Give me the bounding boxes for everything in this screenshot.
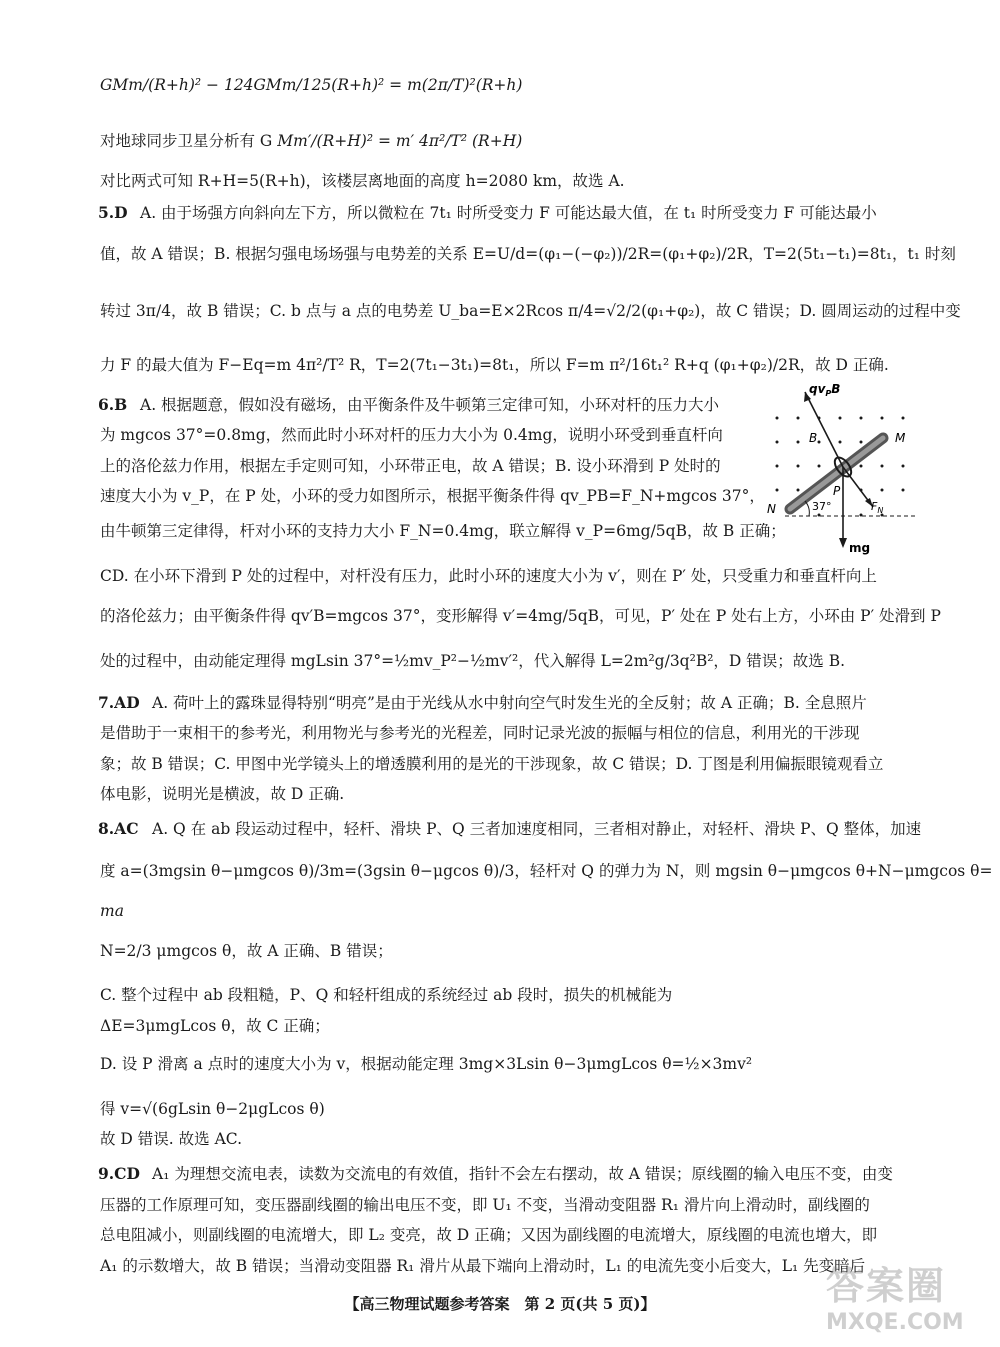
q9-line-3: 总电阻减小，则副线圈的电流增大，即 L₂ 变亮，故 D 正确；又因为副线圈的电流增大，原线圈的电流也增大，即 xyxy=(100,1226,878,1244)
q5-line-4: 力 F 的最大值为 F−Eq=m 4π²/T² R，T=2(7t₁−3t₁)=8t₁，所以 F=m π²/16t₁² R+q (φ₁+φ₂)/2R，故 D 正确. xyxy=(100,356,889,374)
q5-line-2: 值，故 A 错误；B. 根据匀强电场场强与电势差的关系 E=U/d=(φ₁−(−φ₂))/2R=(φ₁+φ₂)/2R，T=2(5t₁−t₁)=8t₁，t₁ 时刻 xyxy=(100,245,956,263)
label-p: P xyxy=(833,484,841,498)
q8-line-5: C. 整个过程中 ab 段粗糙，P、Q 和轻杆组成的系统经过 ab 段时，损失的机械能为 xyxy=(100,986,673,1004)
q9-line-2: 压器的工作原理可知，变压器副线圈的输出电压不变，即 U₁ 不变，当滑动变阻器 R₁ 滑片向上滑动时，副线圈的 xyxy=(100,1196,870,1214)
q8-line-6: ΔE=3μmgLcos θ，故 C 正确； xyxy=(100,1017,330,1035)
label-b: B xyxy=(809,431,818,445)
q5-line-1: A. 由于场强方向斜向左下方，所以微粒在 7t₁ 时所受变力 F 可能达最大值，在 t₁ 时所受变力 F 可能达最小 xyxy=(140,204,877,222)
q8-line-4: N=2/3 μmgcos θ，故 A 正确、B 错误； xyxy=(100,942,393,960)
sync-satellite-formula: Mm′/(R+H)² = m′ 4π²/T² (R+H) xyxy=(277,132,523,150)
q6-line-7: 的洛伦兹力；由平衡条件得 qv′B=mgcos 37°，变形解得 v′=4mg/5qB，可见，P′ 处在 P 处右上方，小环由 P′ 处滑到 P xyxy=(100,607,941,625)
q7-line-1: A. 荷叶上的露珠显得特别“明亮”是由于光线从水中射向空气时发生光的全反射；故 A 正确；B. 全息照片 xyxy=(152,694,867,712)
q8-line-8: 得 v=√(6gLsin θ−2μgLcos θ) xyxy=(100,1100,325,1118)
q8-line-1: A. Q 在 ab 段运动过程中，轻杆、滑块 P、Q 三者加速度相同，三者相对静止，对轻杆、滑块 P、Q 整体，加速 xyxy=(152,820,922,838)
comparison-conclusion: 对比两式可知 R+H=5(R+h)，该楼层离地面的高度 h=2080 km，故选 A. xyxy=(100,172,625,190)
q6-number: 6.B xyxy=(98,395,128,414)
q6-line-8: 处的过程中，由动能定理得 mgLsin 37°=½mv_P²−½mv′²，代入解得 L=2m²g/3q²B²，D 错误；故选 B. xyxy=(100,652,846,670)
page-footer: 【高三物理试题参考答案 第 2 页(共 5 页)】 xyxy=(344,1295,656,1313)
label-fn: $F_N$ xyxy=(871,500,884,515)
q5-number: 5.D xyxy=(98,203,128,222)
q7-line-4: 体电影，说明光是横波，故 D 正确. xyxy=(100,785,345,803)
q7-line-2: 是借助于一束相干的参考光，利用物光与参考光的光程差，同时记录光波的振幅与相位的信息，利用光的干涉现 xyxy=(100,724,860,742)
label-angle: 37° xyxy=(812,500,832,513)
q5-line-3: 转过 3π/4，故 B 错误；C. b 点与 a 点的电势差 U_ba=E×2Rcos π/4=√2/2(φ₁+φ₂)，故 C 错误；D. 圆周运动的过程中变 xyxy=(100,302,961,320)
q8-line-3: ma xyxy=(100,902,124,920)
gravitation-equation: GMm/(R+h)² − 124GMm/125(R+h)² = m(2π/T)²(R+h) xyxy=(100,76,523,94)
lorentz-force-arrow xyxy=(805,392,843,467)
sync-satellite-equation xyxy=(100,130,522,152)
q9-line-4: A₁ 的示数增大，故 B 错误；当滑动变阻器 R₁ 滑片从最下端向上滑动时，L₁ 的电流先变小后变大，L₁ 先变暗后 xyxy=(100,1257,866,1275)
q8-number: 8.AC xyxy=(98,819,139,838)
sync-satellite-prefix: 对地球同步卫星分析有 G xyxy=(100,132,273,150)
q8-line-9: 故 D 错误. 故选 AC. xyxy=(100,1130,242,1148)
label-mg: mg xyxy=(849,541,871,555)
q6-line-1: A. 根据题意，假如没有磁场，由平衡条件及牛顿第三定律可知，小环对杆的压力大小 xyxy=(140,396,720,414)
label-m: M xyxy=(895,431,906,445)
q8-line-2: 度 a=(3mgsin θ−μmgcos θ)/3m=(3gsin θ−μgcos θ)/3，轻杆对 Q 的弹力为 N，则 mgsin θ−μmgcos θ+N−μmgcos θ= xyxy=(100,862,993,880)
q6-line-4: 速度大小为 v_P，在 P 处，小环的受力如图所示，根据平衡条件得 qv_PB=F_N+mgcos 37°， xyxy=(100,487,765,505)
q7-number: 7.AD xyxy=(98,693,140,712)
watermark-logo: 答案圈 xyxy=(826,1264,947,1308)
q6-line-3: 上的洛伦兹力作用，根据左手定则可知，小环带正电，故 A 错误；B. 设小环滑到 P 处时的 xyxy=(100,457,721,475)
ring-force-diagram xyxy=(765,380,915,555)
q9-number: 9.CD xyxy=(98,1164,140,1183)
q6-line-6: CD. 在小环下滑到 P 处的过程中，对杆没有压力，此时小环的速度大小为 v′，则在 P′ 处，只受重力和垂直杆向上 xyxy=(100,567,877,585)
label-qvb: $qv_PB$ xyxy=(809,382,841,398)
q9-line-1: A₁ 为理想交流电表，读数为交流电的有效值，指针不会左右摆动，故 A 错误；原线圈的输入电压不变，由变 xyxy=(152,1165,893,1183)
label-n: N xyxy=(767,502,776,516)
q7-line-3: 象；故 B 错误；C. 甲图中光学镜头上的增透膜利用的是光的干涉现象，故 C 错误；D. 丁图是利用偏振眼镜观看立 xyxy=(100,755,884,773)
q6-line-5: 由牛顿第三定律得，杆对小环的支持力大小 F_N=0.4mg，联立解得 v_P=6mg/5qB，故 B 正确； xyxy=(100,522,786,540)
q6-line-2: 为 mgcos 37°=0.8mg，然而此时小环对杆的压力大小为 0.4mg，说明小环受到垂直杆向 xyxy=(100,426,723,444)
site-watermark xyxy=(826,1255,986,1335)
q8-line-7: D. 设 P 滑离 a 点时的速度大小为 v，根据动能定理 3mg×3Lsin θ−3μmgLcos θ=½×3mv² xyxy=(100,1055,753,1073)
watermark-site: MXQE.COM xyxy=(826,1310,964,1335)
